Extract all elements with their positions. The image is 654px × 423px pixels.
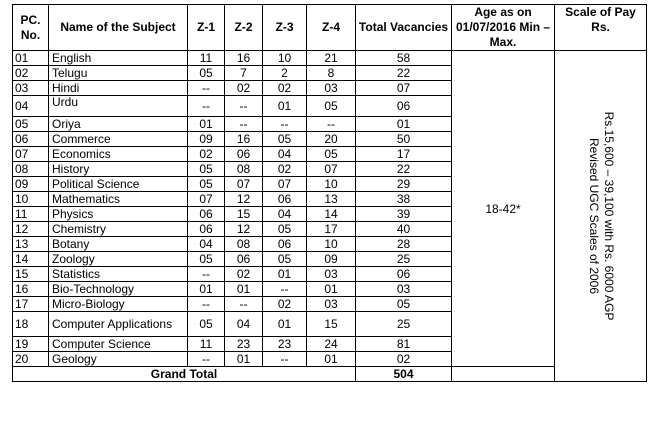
z3-cell: 02 (263, 297, 307, 312)
z3-cell: 2 (263, 66, 307, 81)
pc-no-cell: 09 (13, 177, 49, 192)
z2-cell: 04 (225, 312, 263, 337)
z3-cell: 06 (263, 192, 307, 207)
z3-cell: -- (263, 352, 307, 367)
z2-cell: -- (225, 117, 263, 132)
vacancy-table (12, 4, 647, 382)
header-subject: Name of the Subject (49, 5, 188, 51)
total-cell: 81 (356, 337, 452, 352)
pc-no-cell: 15 (13, 267, 49, 282)
total-cell: 22 (356, 162, 452, 177)
pc-no-cell: 10 (13, 192, 49, 207)
z1-cell: 06 (188, 207, 225, 222)
z1-cell: -- (188, 267, 225, 282)
header-scale: Scale of Pay Rs. (555, 5, 647, 51)
pc-no-cell: 20 (13, 352, 49, 367)
z4-cell: 03 (307, 81, 356, 96)
z4-cell: 24 (307, 337, 356, 352)
z1-cell: 09 (188, 132, 225, 147)
z3-cell: 05 (263, 252, 307, 267)
z4-cell: 05 (307, 147, 356, 162)
total-cell: 05 (356, 297, 452, 312)
subject-cell: Zoology (49, 252, 188, 267)
scale-of-pay-cell (555, 51, 647, 382)
subject-cell: English (49, 51, 188, 66)
header-age: Age as on 01/07/2016 Min – Max. (452, 5, 555, 51)
subject-cell: Computer Science (49, 337, 188, 352)
z4-cell: 07 (307, 162, 356, 177)
z1-cell: 06 (188, 222, 225, 237)
z1-cell: 02 (188, 147, 225, 162)
subject-cell: Chemistry (49, 222, 188, 237)
z3-cell: 07 (263, 177, 307, 192)
z1-cell: 05 (188, 66, 225, 81)
z1-cell: -- (188, 96, 225, 117)
total-cell: 25 (356, 312, 452, 337)
z2-cell: 01 (225, 352, 263, 367)
pc-no-cell: 07 (13, 147, 49, 162)
z4-cell: 21 (307, 51, 356, 66)
z4-cell: 03 (307, 267, 356, 282)
z1-cell: 01 (188, 117, 225, 132)
subject-cell: Computer Applications (49, 312, 188, 337)
scale-of-pay-line2: Revised UGC Scales of 2006 (586, 137, 601, 295)
z1-cell: -- (188, 352, 225, 367)
z2-cell: 23 (225, 337, 263, 352)
total-cell: 40 (356, 222, 452, 237)
subject-cell: Telugu (49, 66, 188, 81)
z4-cell: 15 (307, 312, 356, 337)
z4-cell: 05 (307, 96, 356, 117)
total-cell: 29 (356, 177, 452, 192)
z1-cell: -- (188, 81, 225, 96)
subject-cell: Economics (49, 147, 188, 162)
z3-cell: 01 (263, 312, 307, 337)
z2-cell: 7 (225, 66, 263, 81)
z3-cell: -- (263, 282, 307, 297)
z4-cell: 10 (307, 177, 356, 192)
pc-no-cell: 14 (13, 252, 49, 267)
subject-cell: Hindi (49, 81, 188, 96)
z1-cell: 07 (188, 192, 225, 207)
header-total: Total Vacancies (356, 5, 452, 51)
subject-cell: Botany (49, 237, 188, 252)
pc-no-cell: 08 (13, 162, 49, 177)
z4-cell: 17 (307, 222, 356, 237)
z2-cell: 12 (225, 192, 263, 207)
z2-cell: 07 (225, 177, 263, 192)
pc-no-cell: 19 (13, 337, 49, 352)
z2-cell: -- (225, 96, 263, 117)
z4-cell: 20 (307, 132, 356, 147)
z1-cell: 05 (188, 162, 225, 177)
total-cell: 06 (356, 267, 452, 282)
subject-cell: Bio-Technology (49, 282, 188, 297)
z3-cell: 01 (263, 267, 307, 282)
header-z2: Z-2 (225, 5, 263, 51)
header-row (13, 5, 647, 51)
total-cell: 01 (356, 117, 452, 132)
total-cell: 58 (356, 51, 452, 66)
z3-cell: -- (263, 117, 307, 132)
z1-cell: 05 (188, 252, 225, 267)
z3-cell: 01 (263, 96, 307, 117)
z4-cell: -- (307, 117, 356, 132)
z2-cell: -- (225, 297, 263, 312)
z4-cell: 03 (307, 297, 356, 312)
z2-cell: 08 (225, 237, 263, 252)
subject-cell: Statistics (49, 267, 188, 282)
z4-cell: 09 (307, 252, 356, 267)
z3-cell: 05 (263, 132, 307, 147)
subject-cell: Political Science (49, 177, 188, 192)
z3-cell: 02 (263, 162, 307, 177)
z2-cell: 02 (225, 81, 263, 96)
z3-cell: 02 (263, 81, 307, 96)
z4-cell: 01 (307, 352, 356, 367)
pc-no-cell: 18 (13, 312, 49, 337)
subject-cell: Oriya (49, 117, 188, 132)
table-row (13, 51, 647, 66)
total-cell: 38 (356, 192, 452, 207)
grand-total-row (13, 367, 647, 382)
z2-cell: 08 (225, 162, 263, 177)
grand-total-value: 504 (356, 367, 452, 382)
pc-no-cell: 05 (13, 117, 49, 132)
z2-cell: 16 (225, 51, 263, 66)
pc-no-cell: 01 (13, 51, 49, 66)
pc-no-cell: 11 (13, 207, 49, 222)
z3-cell: 23 (263, 337, 307, 352)
grand-total-age-blank (452, 367, 555, 382)
header-z1: Z-1 (188, 5, 225, 51)
age-range-cell: 18-42* (452, 51, 555, 367)
pc-no-cell: 04 (13, 96, 49, 117)
total-cell: 22 (356, 66, 452, 81)
z2-cell: 06 (225, 252, 263, 267)
total-cell: 06 (356, 96, 452, 117)
total-cell: 17 (356, 147, 452, 162)
z4-cell: 10 (307, 237, 356, 252)
total-cell: 02 (356, 352, 452, 367)
pc-no-cell: 12 (13, 222, 49, 237)
z4-cell: 8 (307, 66, 356, 81)
z1-cell: 11 (188, 51, 225, 66)
z3-cell: 04 (263, 147, 307, 162)
pc-no-cell: 03 (13, 81, 49, 96)
z2-cell: 12 (225, 222, 263, 237)
z1-cell: 05 (188, 177, 225, 192)
pc-no-cell: 16 (13, 282, 49, 297)
z2-cell: 02 (225, 267, 263, 282)
total-cell: 03 (356, 282, 452, 297)
total-cell: 50 (356, 132, 452, 147)
subject-cell: Commerce (49, 132, 188, 147)
pc-no-cell: 06 (13, 132, 49, 147)
z2-cell: 15 (225, 207, 263, 222)
z2-cell: 16 (225, 132, 263, 147)
pc-no-cell: 02 (13, 66, 49, 81)
header-z4: Z-4 (307, 5, 356, 51)
subject-cell: Physics (49, 207, 188, 222)
z1-cell: 05 (188, 312, 225, 337)
z4-cell: 01 (307, 282, 356, 297)
header-pc-no: PC. No. (13, 5, 49, 51)
z2-cell: 01 (225, 282, 263, 297)
z1-cell: 01 (188, 282, 225, 297)
subject-cell: Urdu (49, 96, 188, 117)
subject-cell: History (49, 162, 188, 177)
subject-cell: Geology (49, 352, 188, 367)
total-cell: 07 (356, 81, 452, 96)
z1-cell: -- (188, 297, 225, 312)
z2-cell: 06 (225, 147, 263, 162)
subject-cell: Micro-Biology (49, 297, 188, 312)
z4-cell: 14 (307, 207, 356, 222)
z3-cell: 10 (263, 51, 307, 66)
total-cell: 28 (356, 237, 452, 252)
total-cell: 25 (356, 252, 452, 267)
z3-cell: 06 (263, 237, 307, 252)
z3-cell: 05 (263, 222, 307, 237)
total-cell: 39 (356, 207, 452, 222)
z4-cell: 13 (307, 192, 356, 207)
z3-cell: 04 (263, 207, 307, 222)
z1-cell: 04 (188, 237, 225, 252)
scale-of-pay-line1: Rs.15,600 – 39,100 with Rs. 6000 AGP (601, 111, 616, 321)
grand-total-label: Grand Total (13, 367, 356, 382)
table-body (13, 51, 647, 382)
z1-cell: 11 (188, 337, 225, 352)
pc-no-cell: 17 (13, 297, 49, 312)
subject-cell: Mathematics (49, 192, 188, 207)
header-z3: Z-3 (263, 5, 307, 51)
pc-no-cell: 13 (13, 237, 49, 252)
scale-of-pay-text (586, 112, 616, 321)
